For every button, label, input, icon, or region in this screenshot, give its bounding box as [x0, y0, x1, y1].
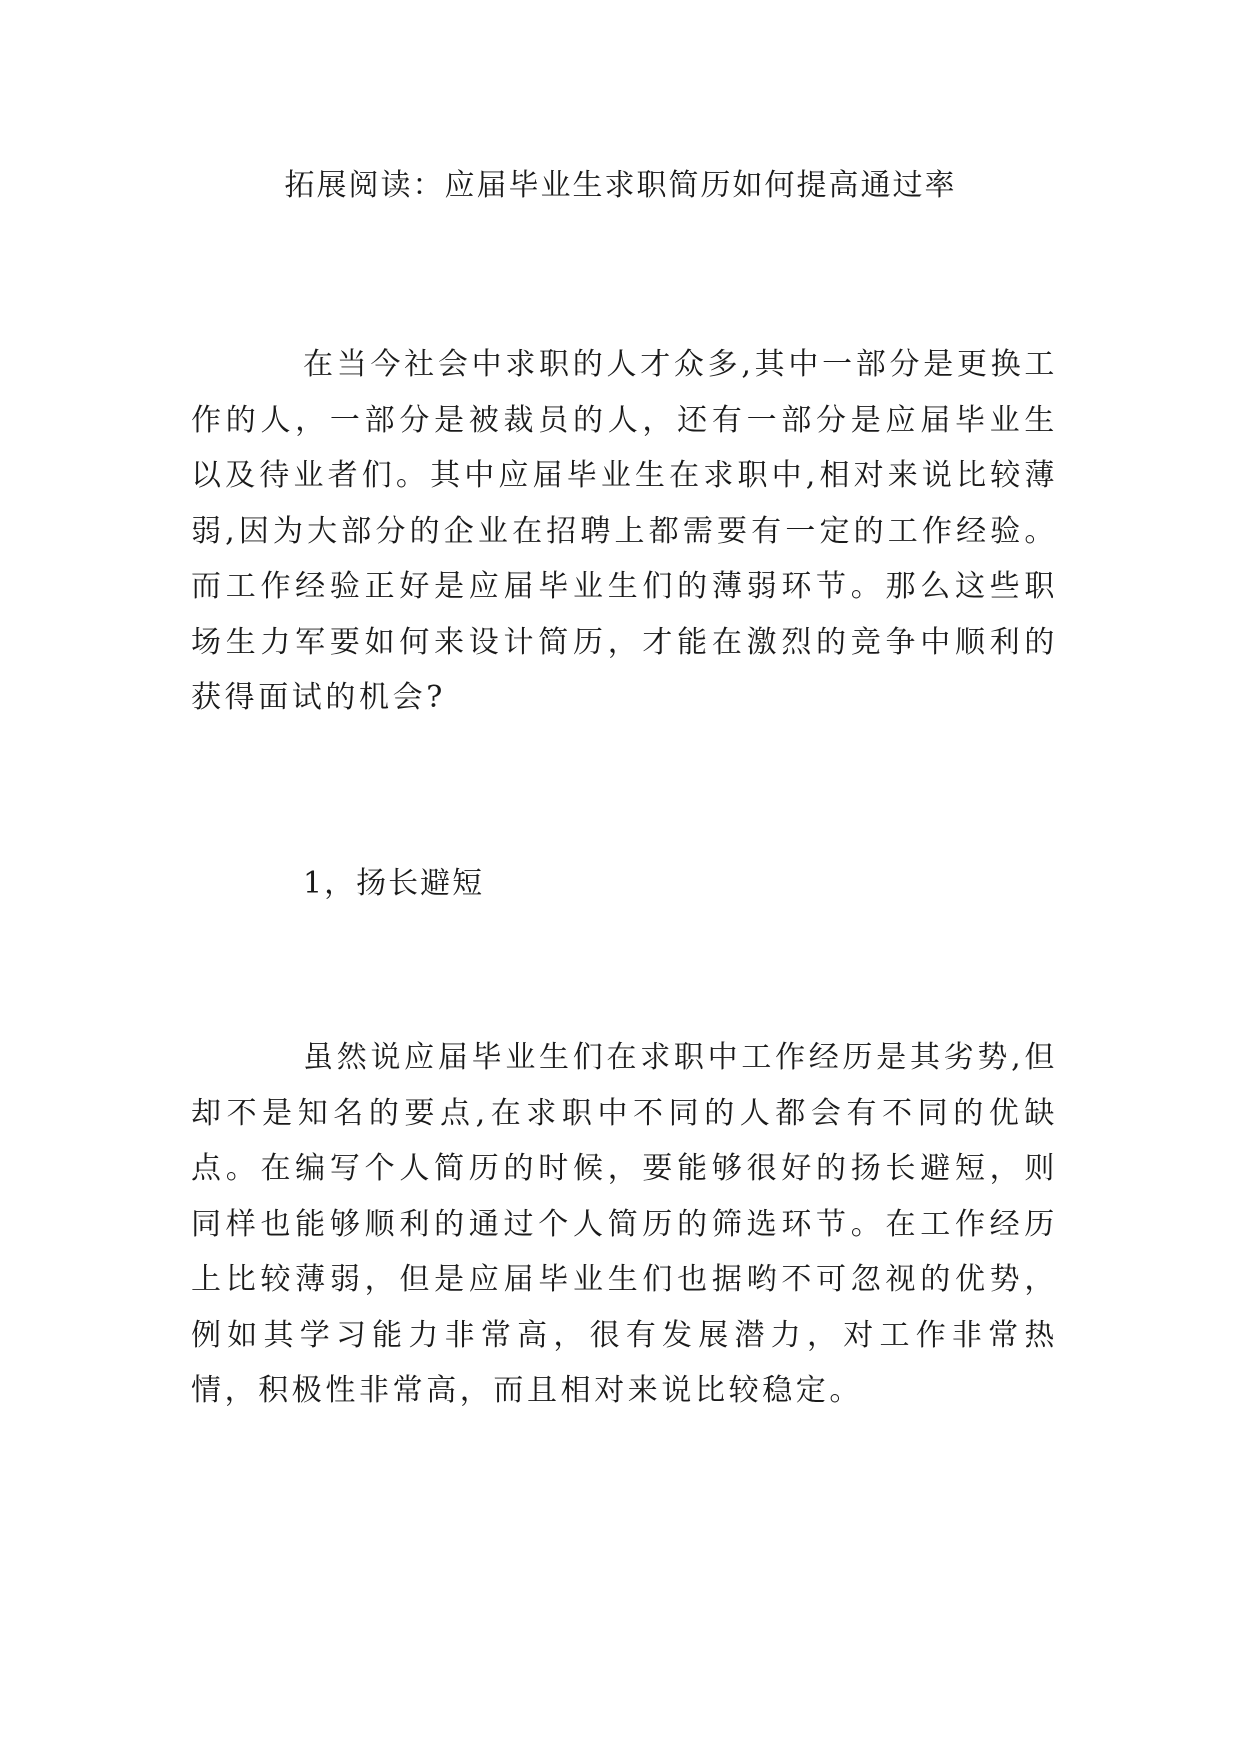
document-title: 拓展阅读：应届毕业生求职简历如何提高通过率: [284, 168, 957, 203]
paragraph-intro: 在当今社会中求职的人才众多,其中一部分是更换工作的人，一部分是被裁员的人，还有一部分是应届毕业生以及待业者们。其中应届毕业生在求职中,相对来说比较薄弱,因为大部分的企业在招聘上都需要有一定的工作经验。而工作经验正好是应届毕业生们的薄弱环节。那么这些职场生力军要如何来设计简历，才能在激烈的竞争中顺利的获得面试的机会?: [191, 347, 1058, 715]
section-heading: 1，扬长避短: [303, 866, 485, 901]
paragraph-section-1: 虽然说应届毕业生们在求职中工作经历是其劣势,但却不是知名的要点,在求职中不同的人都会有不同的优缺点。在编写个人简历的时候，要能够很好的扬长避短，则同样也能够顺利的通过个人简历的筛选环节。在工作经历上比较薄弱，但是应届毕业生们也据哟不可忽视的优势，例如其学习能力非常高，很有发展潜力，对工作非常热情，积极性非常高，而且相对来说比较稳定。: [191, 1040, 1058, 1408]
